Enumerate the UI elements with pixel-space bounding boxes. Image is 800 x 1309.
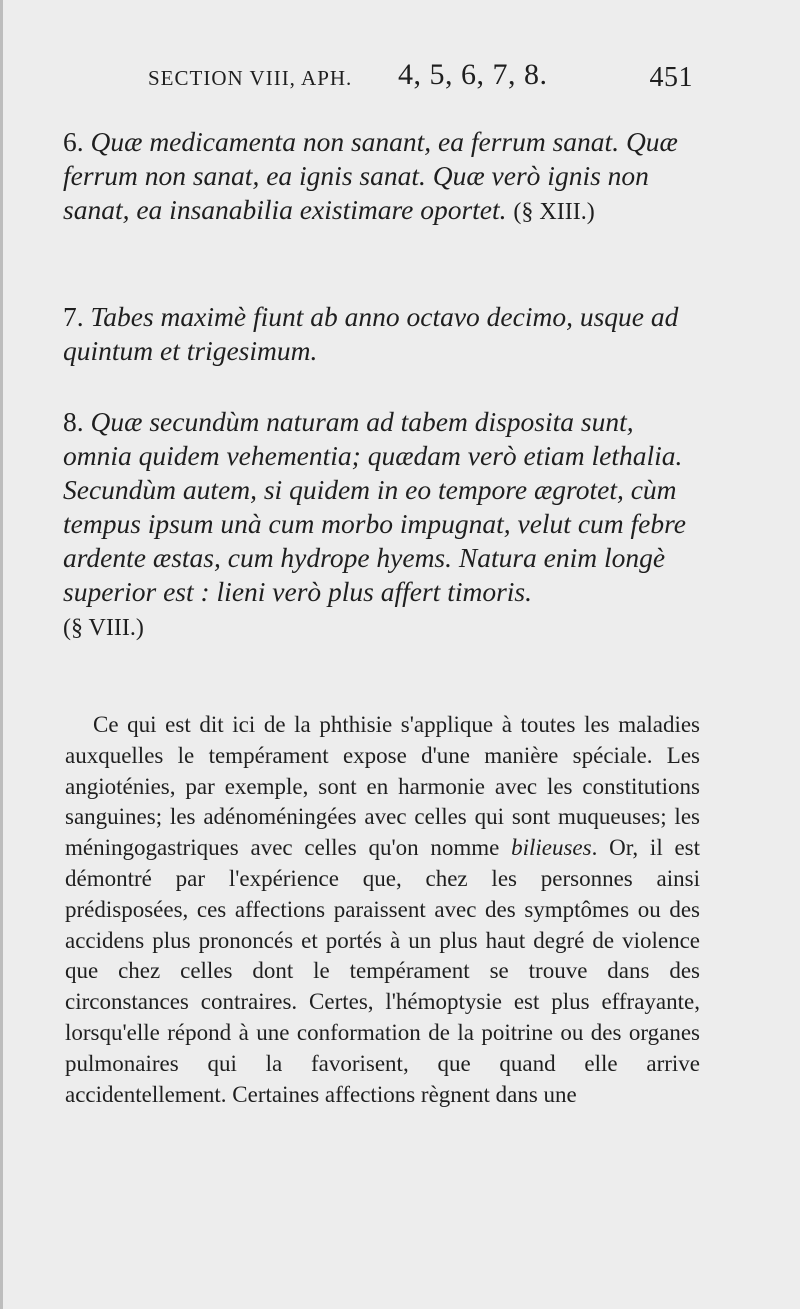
commentary-text: Ce qui est dit ici de la phthisie s'applique à toutes les maladies auxquelles le tempérament expose d'une manière spéciale. Les angioténies, par exemple, sont en harmonie avec les constitutions sanguines; les adénoméningées avec celles qui sont muqueuses; les méningogastriques avec celles qu'on nomme bbox=[65, 712, 700, 861]
aphorism-reference: (§ VIII.) bbox=[63, 615, 144, 641]
aphorism-8 bbox=[63, 405, 703, 645]
commentary-text-continued: . Or, il est démontré par l'expérience que, chez les personnes ainsi prédisposées, ces affections paraissent avec des symptômes ou des accidens plus prononcés et portés à un plus haut degré de violence que chez celles dont le tempérament se trouve dans des circonstances contraires. Certes, l'hémoptysie est plus effrayante, lorsqu'elle répond à une conformation de la poitrine ou des organes pulmonaires qui la favorisent, que quand elle arrive accidentellement. Certaines affections règnent dans une bbox=[65, 835, 700, 1107]
aphorism-text: Tabes maximè fiunt ab anno octavo decimo, usque ad quintum et trigesimum. bbox=[63, 301, 679, 366]
page-number: 451 bbox=[649, 62, 693, 93]
commentary-emphasis: bilieuses bbox=[511, 835, 592, 861]
aphorism-6 bbox=[63, 125, 703, 229]
aphorism-7 bbox=[63, 300, 703, 368]
commentary-paragraph bbox=[65, 710, 700, 1110]
aphorism-number: 7. bbox=[63, 301, 84, 332]
aphorism-number: 6. bbox=[63, 126, 84, 157]
aphorism-reference: (§ XIII.) bbox=[513, 199, 595, 225]
aphorism-number: 8. bbox=[63, 406, 84, 437]
aphorism-text: Quæ secundùm naturam ad tabem disposita sunt, omnia quidem vehementia; quædam verò etiam lethalia. Secundùm autem, si quidem in eo tempore ægrotet, cùm tempus ipsum unà cum morbo impugnat, velut cum febre ardente æstas, cum hydrope hyems. Natura enim longè superior est : lieni verò plus affert timoris. bbox=[63, 406, 686, 607]
section-heading: SECTION VIII, APH. bbox=[148, 66, 353, 90]
aphorism-range: 4, 5, 6, 7, 8. bbox=[398, 58, 548, 91]
aphorism-text: Quæ medicamenta non sanant, ea ferrum sanat. Quæ ferrum non sanat, ea ignis sanat. Quæ verò ignis non sanat, ea insanabilia existimare oportet. bbox=[63, 126, 678, 225]
running-head bbox=[148, 58, 693, 98]
